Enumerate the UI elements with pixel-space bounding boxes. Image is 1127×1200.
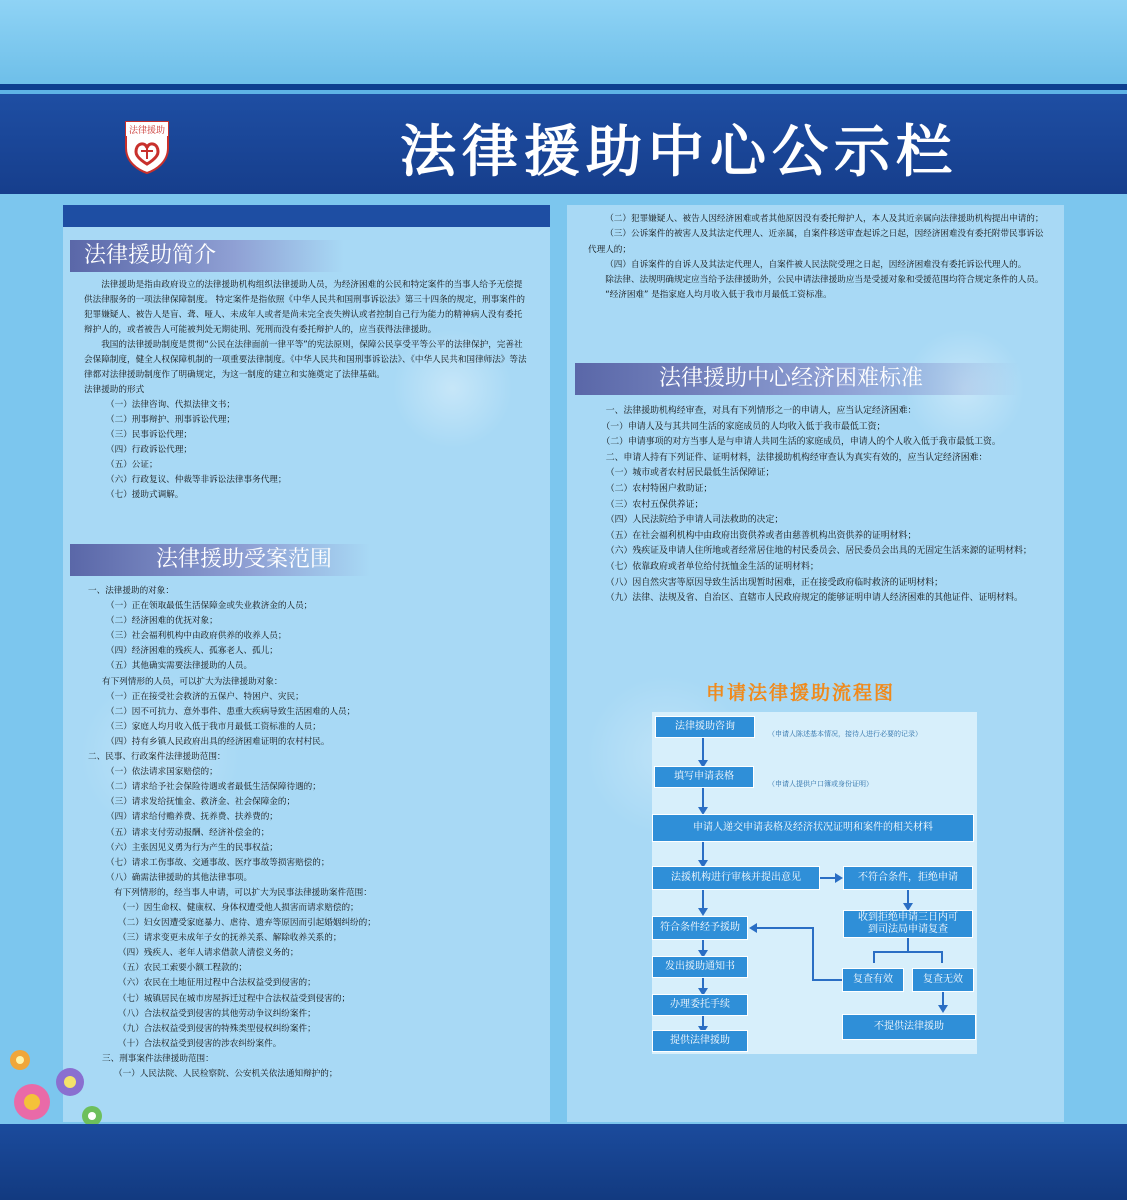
flow-recheck-line: 到司法局申请复查: [868, 924, 948, 935]
scope-line: （四）经济困难的残疾人、孤寡老人、孤儿；: [106, 646, 278, 657]
scope-line: 二、民事、行政案件法律援助范围：: [88, 752, 226, 763]
economic-line: （三）农村五保供养证；: [605, 499, 704, 510]
flowchart-title: 申请法律援助流程图: [706, 682, 896, 704]
intro-body: [84, 278, 530, 503]
intro-paragraph: 我国的法律援助制度是贯彻“公民在法律面前一律平等”的宪法原则，保障公民享受平等公平的法律保护，完善社会保障制度，健全人权保障机制的一项重要法律制度。《中华人民共和国刑事诉讼法》、《中华人民共和国律师法》等法律都对法律援助制度作了明确规定，为这一制度的建立和实施奠定了法律基础。: [84, 340, 527, 380]
economic-line: （二）申请事项的对方当事人是与申请人共同生活的家庭成员，申请人的个人收入低于我市最低工资。: [601, 437, 1001, 448]
scope-line: （三）家庭人均月收入低于我市月最低工资标准的人员；: [106, 721, 321, 732]
scope-line: （三）请求发给抚恤金、救济金、社会保障金的；: [106, 797, 296, 808]
flow-no-aid: 不提供法律援助: [842, 1014, 976, 1040]
form-item: （七）援助式调解。: [106, 490, 184, 500]
flow-connector: [702, 842, 704, 862]
forms-label: 法律援助的形式: [84, 385, 145, 395]
form-item: （四）行政诉讼代理；: [106, 445, 192, 455]
flow-recheck-invalid: 复查无效: [912, 968, 974, 992]
scope-line: （五）其他确实需要法律援助的人员。: [106, 661, 253, 672]
economic-line: （一）申请人及与其共同生活的家庭成员的人均收入低于我市最低工资；: [601, 421, 886, 432]
flow-qualify: 符合条件经予援助: [652, 916, 748, 940]
economic-body: [588, 404, 1048, 607]
flow-consult-note: （申请人陈述基本情况，接待人进行必要的记录）: [768, 730, 922, 738]
economic-line: （七）依靠政府或者单位给付抚恤金生活的证明材料；: [605, 561, 819, 572]
scope-line: （二）犯罪嫌疑人、被告人因经济困难或者其他原因没有委托辩护人，本人及其近亲属向法律援助机构提出申请的；: [605, 214, 1044, 224]
scope-line: （一）因生命权、健康权、身体权遭受他人损害而请求赔偿的；: [118, 902, 359, 913]
economic-line: （一）城市或者农村居民最低生活保障证；: [605, 468, 775, 479]
flow-reject: 不符合条件，拒绝申请: [843, 866, 973, 890]
flow-connector: [702, 788, 704, 808]
flow-connector: [941, 951, 943, 963]
flow-connector: [820, 877, 836, 879]
economic-line: （四）人民法院给予申请人司法救助的决定；: [605, 515, 784, 526]
right-top-body: [588, 212, 1048, 304]
scope-line: （五）农民工索要小额工程款的；: [118, 963, 247, 974]
flow-connector: [873, 951, 875, 963]
flow-recheck: [843, 910, 973, 938]
flow-arrow: [749, 923, 757, 933]
economic-heading: 法律援助中心经济困难标准: [575, 363, 1019, 395]
flower-decoration: [0, 1030, 110, 1130]
scope-line: （五）请求支付劳动报酬、经济补偿金的；: [106, 827, 270, 838]
economic-line: （八）因自然灾害等原因导致生活出现暂时困难，正在接受政府临时救济的证明材料；: [605, 577, 944, 588]
flow-connector: [942, 992, 944, 1006]
flow-recheck-line: 收到拒绝申请三日内可: [858, 912, 958, 923]
scope-line: （六）农民在土地征用过程中合法权益受到侵害的；: [118, 978, 316, 989]
scope-line: （一）依法请求国家赔偿的；: [106, 767, 218, 778]
scope-line: （四）请求给付赡养费、抚养费、扶养费的；: [106, 812, 278, 823]
footer-band: [0, 1124, 1127, 1200]
flow-notice: 发出援助通知书: [652, 956, 748, 978]
page-title: 法律援助中心公示栏: [400, 119, 958, 185]
scope-line: （四）持有乡镇人民政府出具的经济困难证明的农村村民。: [106, 736, 330, 747]
flow-submit: 申请人递交申请表格及经济状况证明和案件的相关材料: [652, 814, 974, 842]
flow-review: 法援机构进行审核并提出意见: [652, 866, 820, 890]
scope-line: “经济困难” 是指家庭人均月收入低于我市月最低工资标准。: [605, 290, 832, 301]
intro-heading: 法律援助简介: [70, 240, 344, 272]
flow-arrow: [835, 873, 843, 883]
top-sky-band: [0, 0, 1127, 84]
scope-body: [88, 584, 534, 1082]
flow-arrow: [938, 1005, 948, 1013]
scope-line: （三）公诉案件的被害人及其法定代理人、近亲属，自案件移送审查起诉之日起，因经济困难没有委托附带民事诉讼代理人的；: [588, 229, 1044, 255]
scope-line: （七）请求工伤事故、交通事故、医疗事故等损害赔偿的；: [106, 857, 330, 868]
scope-line: （六）主张因见义勇为行为产生的民事权益；: [106, 842, 278, 853]
economic-line: 二、申请人持有下列证件、证明材料，法律援助机构经审查认为真实有效的，应当认定经济困难：: [605, 452, 988, 463]
scope-line: （一）正在领取最低生活保障金或失业救济金的人员；: [106, 601, 313, 612]
scope-line: （七）城镇居民在城市房屋拆迁过程中合法权益受到侵害的；: [118, 993, 351, 1004]
flow-consult: 法律援助咨询: [655, 716, 755, 738]
flow-recheck-valid: 复查有效: [842, 968, 904, 992]
economic-line: （六）残疾证及申请人住所地或者经常居住地的村民委员会、居民委员会出具的无固定生活来源的证明材料；: [605, 546, 1032, 557]
scope-line: （四）残疾人、老年人请求借款人清偿义务的；: [118, 948, 299, 959]
flow-connector: [873, 951, 943, 953]
flow-arrow: [698, 908, 708, 916]
economic-line: 一、法律援助机构经审查，对具有下列情形之一的申请人，应当认定经济困难：: [605, 406, 917, 416]
legal-aid-logo: [122, 118, 172, 174]
scope-line: 有下列情形的人员，可以扩大为法律援助对象：: [102, 676, 283, 687]
scope-line: （三）社会福利机构中由政府供养的收养人员；: [106, 631, 287, 642]
flow-connector: [812, 979, 842, 981]
economic-line: （二）农村特困户救助证；: [605, 483, 713, 494]
scope-line: 三、刑事案件法律援助范围：: [102, 1053, 214, 1064]
scope-line: （十）合法权益受到侵害的涉农纠纷案件。: [118, 1038, 282, 1049]
form-item: （六）行政复议、仲裁等非诉讼法律事务代理；: [106, 475, 287, 485]
scope-line: （二）经济困难的优抚对象；: [106, 616, 218, 627]
scope-line: （四）自诉案件的自诉人及其法定代理人，自案件被人民法院受理之日起，因经济困难没有委托诉讼代理人的。: [605, 259, 1027, 270]
scope-line: （二）请求给予社会保险待遇或者最低生活保障待遇的；: [106, 782, 321, 793]
flow-connector: [907, 938, 909, 952]
scope-line: （九）合法权益受到侵害的特殊类型侵权纠纷案件；: [118, 1023, 316, 1034]
scope-line: （二）妇女因遭受家庭暴力、虐待、遗弃等原因而引起婚姻纠纷的；: [118, 918, 376, 929]
flow-fill-form: 填写申请表格: [654, 766, 754, 788]
scope-heading: 法律援助受案范围: [70, 544, 370, 576]
form-item: （三）民事诉讼代理；: [106, 430, 192, 440]
scope-line: （三）请求变更未成年子女的抚养关系、解除收养关系的；: [118, 933, 342, 944]
flow-connector: [702, 890, 704, 910]
form-item: （五）公证；: [106, 460, 158, 470]
intro-paragraph: 法律援助是指由政府设立的法律援助机构组织法律援助人员，为经济困难的公民和特定案件的当事人给予无偿提供法律服务的一项法律保障制度。 特定案件是指依照《中华人民共和国刑事诉讼法》第三十四条的规定，刑事案件的犯罪嫌疑人、被告人是盲、聋、哑人、未成年人或者是尚未完全丧失辨认或者控制自己行为能力的精神病人没有委托辩护人的，或者被告人可能被判处无期徒刑、死刑而没有委托辩护人的，应当获得法律援助。: [84, 280, 526, 335]
flow-connector: [756, 927, 814, 929]
flow-provide: 提供法律援助: [652, 1030, 748, 1052]
flow-connector: [702, 738, 704, 761]
flow-entrust: 办理委托手续: [652, 994, 748, 1016]
form-item: （一）法律咨询、代拟法律文书；: [106, 400, 235, 410]
scope-line: 一、法律援助的对象：: [88, 586, 174, 596]
left-panel-top-bar: [63, 205, 550, 227]
scope-line: （一）人民法院、人民检察院、公安机关依法通知辩护的；: [114, 1069, 338, 1079]
economic-line: （九）法律、法规及省、自治区、直辖市人民政府规定的能够证明申请人经济困难的其他证件、证明材料。: [605, 593, 1023, 604]
scope-line: （一）正在接受社会救济的五保户、特困户、灾民；: [106, 691, 304, 702]
scope-line: （八）确需法律援助的其他法律事项。: [106, 872, 253, 883]
flow-fill-note: （申请人提供户口簿或身份证明）: [768, 780, 873, 788]
scope-line: 有下列情形的，经当事人申请，可以扩大为民事法律援助案件范围：: [114, 887, 372, 898]
flow-connector: [812, 928, 814, 980]
scope-line: （八）合法权益受到侵害的其他劳动争议纠纷案件；: [118, 1008, 316, 1019]
economic-line: （五）在社会福利机构中由政府出资供养或者由慈善机构出资供养的证明材料；: [605, 530, 917, 541]
form-item: （二）刑事辩护、刑事诉讼代理；: [106, 415, 235, 425]
logo-text: 法律援助: [128, 126, 166, 136]
scope-line: （二）因不可抗力、意外事件、患重大疾病导致生活困难的人员；: [106, 706, 356, 717]
scope-line: 除法律、法规明确规定应当给予法律援助外，公民申请法律援助应当是受援对象和受援范围均符合规定条件的人员。: [605, 275, 1044, 286]
